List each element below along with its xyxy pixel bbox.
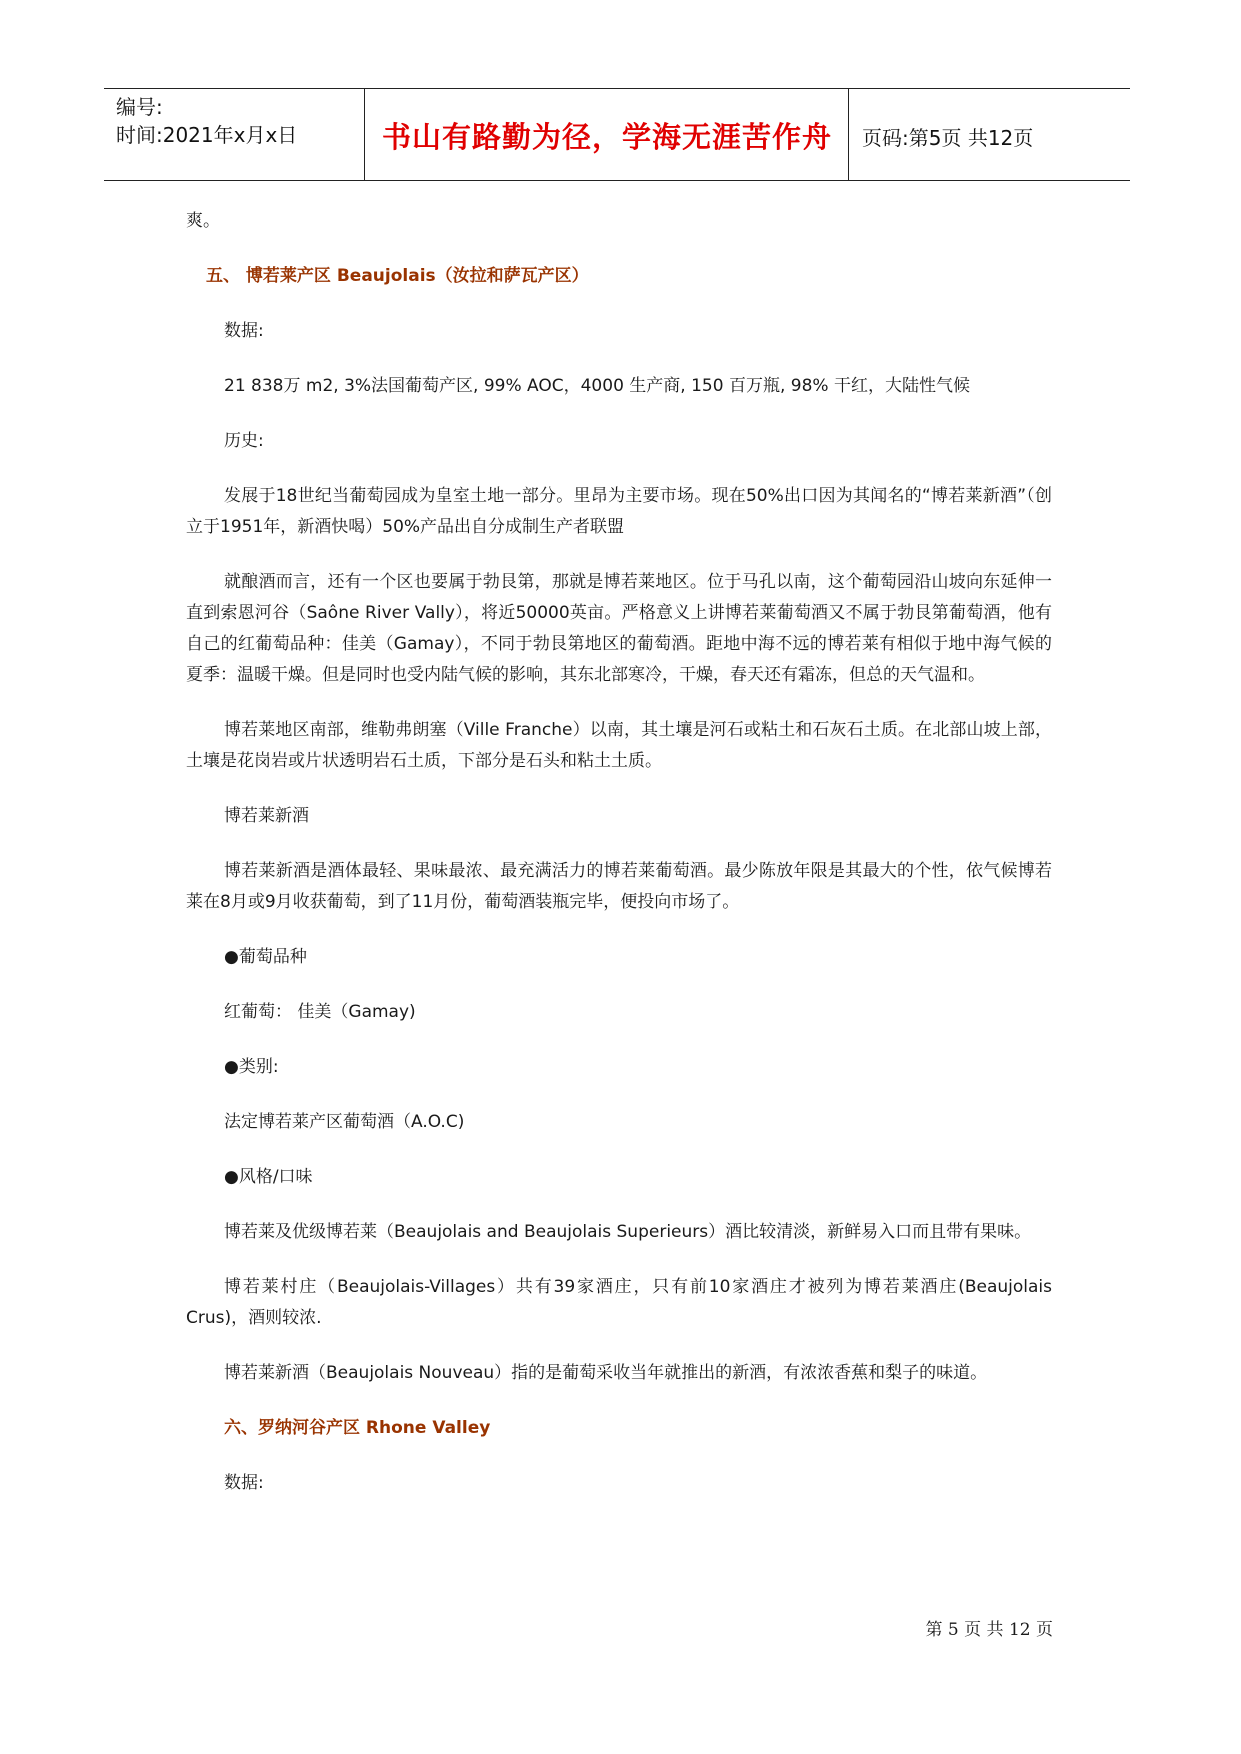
time-label: 时间:2021年x月x日 [116,123,298,147]
paragraph: 红葡萄： 佳美（Gamay) [224,1002,416,1022]
document-body [186,206,1052,1523]
header-motto: 书山有路勤为径，学海无涯苦作舟 [381,120,832,154]
paragraph: 数据: [224,321,264,341]
header-divider [364,89,365,180]
section-heading: 五、 博若莱产区 Beaujolais（汝拉和萨瓦产区） [206,266,589,286]
serial-label: 编号: [116,95,163,119]
paragraph: 博若莱新酒是酒体最轻、果味最浓、最充满活力的博若莱葡萄酒。最少陈放年限是其最大的个性，依气候博若莱在8月或9月收获葡萄，到了11月份，葡萄酒装瓶完毕，便投向市场了。 [186,861,1052,912]
paragraph: ●风格/口味 [224,1167,313,1187]
paragraph: 数据: [224,1473,264,1493]
paragraph: 博若莱及优级博若莱（Beaujolais and Beaujolais Superieurs）酒比较清淡，新鲜易入口而且带有果味。 [224,1222,1032,1242]
page-footer: 第 5 页 共 12 页 [925,1620,1053,1640]
paragraph: 发展于18世纪当葡萄园成为皇室土地一部分。里昂为主要市场。现在50%出口因为其闻名的“博若莱新酒”（创立于1951年，新酒快喝）50%产品出自分成制生产者联盟 [186,486,1052,537]
paragraph: 博若莱村庄（Beaujolais-Villages）共有39家酒庄，只有前10家酒庄才被列为博若莱酒庄(Beaujolais Crus)，酒则较浓. [186,1277,1052,1328]
paragraph: 博若莱新酒 [224,806,309,826]
paragraph: 博若莱新酒（Beaujolais Nouveau）指的是葡萄采收当年就推出的新酒，有浓浓香蕉和梨子的味道。 [224,1363,988,1383]
section-heading: 六、罗纳河谷产区 Rhone Valley [224,1418,491,1438]
paragraph: 就酿酒而言，还有一个区也要属于勃艮第，那就是博若莱地区。位于马孔以南，这个葡萄园沿山坡向东延伸一直到索恩河谷（Saône River Vally），将近50000英亩。严格意义上讲博若莱葡萄酒又不属于勃艮第葡萄酒，他有自己的红葡萄品种：佳美（Gamay），不同于勃艮第地区的葡萄酒。距地中海不远的博若莱有相似于地中海气候的夏季：温暖干燥。但是同时也受内陆气候的影响，其东北部寒冷，干燥，春天还有霜冻，但总的天气温和。 [186,572,1052,685]
header-divider [848,89,849,180]
paragraph: 博若莱地区南部，维勒弗朗塞（Ville Franche）以南，其土壤是河石或粘土和石灰石土质。在北部山坡上部，土壤是花岗岩或片状透明岩石土质，下部分是石头和粘土土质。 [186,720,1052,771]
paragraph: 21 838万 m2, 3%法国葡萄产区, 99% AOC，4000 生产商, 150 百万瓶, 98% 干红，大陆性气候 [224,376,970,396]
paragraph: ●类别: [224,1057,279,1077]
page-header [104,88,1130,181]
header-page-label: 页码:第5页 共12页 [862,126,1034,150]
paragraph: 爽。 [186,211,220,231]
paragraph: 法定博若莱产区葡萄酒（A.O.C) [224,1112,465,1132]
paragraph: 历史: [224,431,264,451]
paragraph: ●葡萄品种 [224,947,307,967]
